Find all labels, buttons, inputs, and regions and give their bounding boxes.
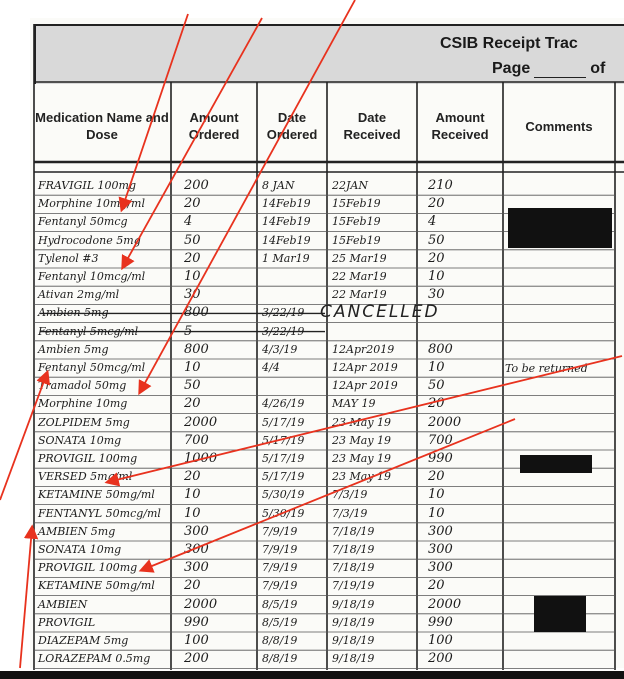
amount-ordered-cell: 200 — [184, 178, 209, 193]
amount-received-cell: 20 — [428, 578, 445, 594]
amount-ordered-cell: 10 — [184, 487, 201, 503]
medication-cell: Fentanyl 10mcg/ml — [38, 270, 146, 283]
amount-received-cell: 10 — [428, 360, 445, 375]
date-received-cell: 23 May 19 — [332, 470, 392, 484]
arrow — [0, 373, 47, 500]
date-received-cell: 9/18/19 — [332, 615, 375, 629]
medication-cell: FENTANYL 50mcg/ml — [38, 506, 161, 520]
amount-received-cell: 300 — [428, 542, 453, 557]
page-label: Page — [492, 60, 531, 77]
date-ordered-cell: 14Feb19 — [262, 197, 311, 211]
arrow — [108, 356, 622, 482]
date-ordered-cell: 3/22/19 — [262, 324, 305, 338]
medication-cell: Hydrocodone 5mg — [38, 233, 141, 247]
date-ordered-cell: 5/30/19 — [262, 488, 305, 502]
date-received-cell: 12Apr 2019 — [332, 361, 398, 374]
amount-ordered-cell: 20 — [184, 196, 201, 212]
date-received-cell: 7/19/19 — [332, 579, 375, 593]
date-received-cell: 15Feb19 — [332, 197, 381, 211]
date-ordered-cell: 5/17/19 — [262, 415, 305, 429]
date-received-cell: 7/18/19 — [332, 524, 375, 538]
column-header-medication: Medication Name and Dose — [35, 110, 169, 142]
amount-received-cell: 990 — [428, 614, 453, 630]
amount-ordered-cell: 800 — [184, 341, 209, 357]
medication-cell: SONATA 10mg — [38, 543, 122, 556]
date-received-cell: 23 May 19 — [332, 415, 392, 429]
amount-received-cell: 2000 — [428, 596, 462, 612]
amount-received-cell: 800 — [428, 341, 453, 357]
date-ordered-cell: 14Feb19 — [262, 215, 311, 229]
medication-cell: DIAZEPAM 5mg — [38, 634, 129, 647]
comment-note: To be returned — [505, 362, 588, 375]
amount-ordered-cell: 300 — [184, 542, 209, 557]
arrow — [142, 419, 515, 570]
medication-cell: PROVIGIL 100mg — [38, 561, 138, 575]
date-ordered-cell: 5/17/19 — [262, 433, 305, 447]
date-ordered-cell: 8/8/19 — [262, 652, 298, 666]
column-header-date-received: Date Received — [343, 110, 401, 142]
amount-ordered-cell: 1000 — [184, 451, 218, 466]
date-ordered-cell: 1 Mar19 — [262, 251, 310, 265]
date-ordered-cell: 7/9/19 — [262, 579, 298, 593]
amount-ordered-cell: 10 — [184, 269, 201, 284]
amount-received-cell: 10 — [428, 269, 445, 284]
amount-received-cell: 210 — [428, 178, 453, 193]
date-received-cell: 12Apr 2019 — [332, 379, 398, 393]
amount-ordered-cell: 800 — [184, 305, 209, 321]
date-received-cell: 15Feb19 — [332, 215, 381, 229]
amount-ordered-cell: 300 — [184, 560, 209, 576]
amount-received-cell: 2000 — [428, 414, 462, 430]
date-received-cell: 22JAN — [332, 179, 368, 192]
column-header-comments: Comments — [525, 118, 593, 134]
date-received-cell: 23 May 19 — [332, 433, 392, 447]
amount-received-cell: 300 — [428, 560, 453, 576]
medication-cell: Tramadol 50mg — [38, 379, 127, 393]
amount-received-cell: 20 — [428, 250, 445, 266]
amount-received-cell: 10 — [428, 487, 445, 503]
medication-cell: Morphine 10mg — [38, 397, 128, 411]
medication-cell: ZOLPIDEM 5mg — [38, 415, 130, 429]
medication-cell: SONATA 10mg — [38, 433, 122, 447]
arrow — [122, 14, 188, 209]
medication-cell: KETAMINE 50mg/ml — [38, 488, 155, 502]
amount-ordered-cell: 200 — [184, 651, 209, 667]
amount-received-cell: 10 — [428, 505, 445, 521]
medication-cell: FRAVIGIL 100mg — [38, 179, 137, 192]
medication-cell: Fentanyl 5mcg/ml — [38, 324, 139, 338]
date-ordered-cell: 7/9/19 — [262, 561, 298, 575]
amount-ordered-cell: 20 — [184, 469, 201, 485]
amount-received-cell: 200 — [428, 651, 453, 667]
bottom-border — [0, 671, 624, 679]
amount-ordered-cell: 4 — [184, 214, 193, 230]
amount-ordered-cell: 2000 — [184, 414, 218, 430]
date-received-cell: 9/18/19 — [332, 652, 375, 666]
medication-cell: PROVIGIL — [38, 615, 96, 629]
medication-cell: Tylenol #3 — [38, 251, 99, 265]
date-ordered-cell: 5/17/19 — [262, 470, 305, 484]
amount-received-cell: 4 — [428, 214, 437, 230]
amount-received-cell: 100 — [428, 633, 453, 648]
medication-cell: Ativan 2mg/ml — [38, 288, 120, 302]
medication-cell: KETAMINE 50mg/ml — [38, 579, 155, 593]
date-received-cell: 12Apr2019 — [332, 342, 395, 356]
date-ordered-cell: 7/9/19 — [262, 543, 298, 556]
amount-ordered-cell: 20 — [184, 396, 201, 412]
amount-ordered-cell: 100 — [184, 633, 209, 648]
date-ordered-cell: 7/9/19 — [262, 524, 298, 538]
date-received-cell: 7/3/19 — [332, 488, 368, 502]
amount-ordered-cell: 50 — [184, 232, 201, 248]
amount-received-cell: 700 — [428, 432, 453, 448]
column-header-date-ordered: Date Ordered — [266, 110, 318, 142]
date-ordered-cell: 5/30/19 — [262, 506, 305, 520]
amount-ordered-cell: 2000 — [184, 596, 218, 612]
date-ordered-cell: 5/17/19 — [262, 452, 305, 465]
amount-received-cell: 50 — [428, 232, 445, 248]
date-ordered-cell: 4/3/19 — [262, 342, 298, 356]
date-received-cell: 9/18/19 — [332, 597, 375, 611]
date-received-cell: 23 May 19 — [332, 452, 392, 465]
medication-cell: Ambien 5mg — [38, 306, 109, 320]
medication-cell: Fentanyl 50mcg — [38, 215, 128, 229]
medication-cell: AMBIEN 5mg — [38, 524, 116, 538]
amount-received-cell: 50 — [428, 378, 445, 394]
medication-cell: LORAZEPAM 0.5mg — [38, 652, 151, 666]
amount-ordered-cell: 20 — [184, 578, 201, 594]
date-received-cell: 7/3/19 — [332, 506, 368, 520]
date-received-cell: 15Feb19 — [332, 233, 381, 247]
amount-ordered-cell: 300 — [184, 523, 209, 539]
amount-received-cell: 30 — [428, 287, 445, 303]
amount-ordered-cell: 10 — [184, 505, 201, 521]
date-received-cell: 9/18/19 — [332, 634, 375, 647]
date-ordered-cell: 8/5/19 — [262, 615, 298, 629]
column-header-amount-ordered: Amount Ordered — [188, 110, 240, 142]
medication-cell: Ambien 5mg — [38, 342, 109, 356]
amount-ordered-cell: 10 — [184, 360, 201, 375]
amount-received-cell: 20 — [428, 469, 445, 485]
column-header-amount-received: Amount Received — [431, 110, 489, 142]
amount-ordered-cell: 990 — [184, 614, 209, 630]
medication-cell: Morphine 10mg/ml — [38, 197, 146, 211]
cancelled-annotation: CANCELLED — [320, 302, 440, 322]
medication-cell: Fentanyl 50mcg/ml — [38, 361, 146, 374]
amount-ordered-cell: 700 — [184, 432, 209, 448]
amount-ordered-cell: 30 — [184, 287, 201, 303]
date-received-cell: MAY 19 — [332, 397, 376, 411]
date-received-cell: 22 Mar19 — [332, 288, 387, 302]
form-title: CSIB Receipt Trac — [440, 35, 578, 52]
medication-cell: PROVIGIL 100mg — [38, 452, 138, 465]
date-ordered-cell: 8 JAN — [262, 179, 295, 192]
date-received-cell: 25 Mar19 — [332, 251, 387, 265]
amount-received-cell: 300 — [428, 523, 453, 539]
date-ordered-cell: 3/22/19 — [262, 306, 305, 320]
medication-cell: VERSED 5mg/ml — [38, 470, 133, 484]
amount-received-cell: 20 — [428, 196, 445, 212]
amount-received-cell: 20 — [428, 396, 445, 412]
date-ordered-cell: 14Feb19 — [262, 233, 311, 247]
date-ordered-cell: 8/8/19 — [262, 634, 298, 647]
amount-ordered-cell: 5 — [184, 323, 193, 339]
amount-ordered-cell: 50 — [184, 378, 201, 394]
medication-cell: AMBIEN — [38, 597, 88, 611]
arrow — [20, 528, 32, 668]
date-received-cell: 22 Mar19 — [332, 270, 387, 283]
date-ordered-cell: 8/5/19 — [262, 597, 298, 611]
amount-ordered-cell: 20 — [184, 250, 201, 266]
date-ordered-cell: 4/4 — [262, 361, 280, 374]
date-ordered-cell: 4/26/19 — [262, 397, 305, 411]
amount-received-cell: 990 — [428, 451, 453, 466]
date-received-cell: 7/18/19 — [332, 561, 375, 575]
date-received-cell: 7/18/19 — [332, 543, 375, 556]
of-label: of — [590, 60, 606, 77]
